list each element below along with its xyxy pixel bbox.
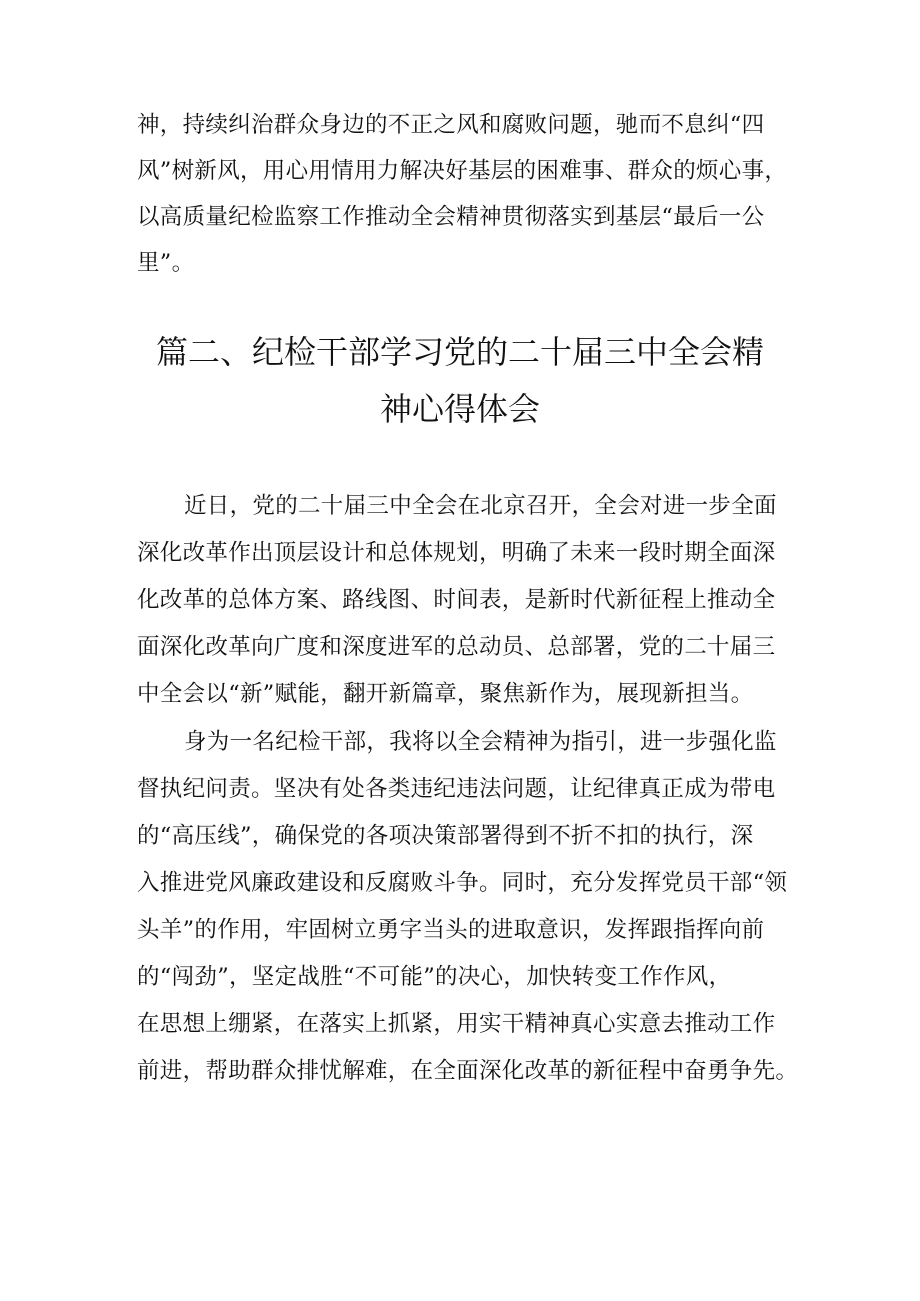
paragraph-2-line-6: 的“闯劲”，坚定战胜“不可能”的决心，加快转变工作作风，	[137, 964, 732, 990]
paragraph-2-line-2: 督执纪问责。坚决有处各类违纪违法问题，让纪律真正成为带电	[137, 776, 776, 802]
carryover-line-2: 风”树新风，用心用情用力解决好基层的困难事、群众的烦心事，	[137, 158, 788, 184]
paragraph-1-line-5: 中全会以“新”赋能，翻开新篇章，聚焦新作为，展现新担当。	[137, 681, 754, 707]
carryover-line-4: 里”。	[137, 250, 195, 276]
paragraph-2-line-1: 身为一名纪检干部，我将以全会精神为指引，进一步强化监	[184, 729, 777, 755]
paragraph-1-line-2: 深化改革作出顶层设计和总体规划，明确了未来一段时期全面深	[137, 540, 776, 566]
paragraph-2-line-8: 前进，帮助群众排忧解难，在全面深化改革的新征程中奋勇争先。	[137, 1058, 799, 1084]
paragraph-2-line-5: 头羊”的作用，牢固树立勇字当头的进取意识，发挥跟指挥向前	[137, 917, 765, 943]
paragraph-2-line-7: 在思想上绷紧，在落实上抓紧，用实干精神真心实意去推动工作	[137, 1011, 776, 1037]
paragraph-1-line-3: 化改革的总体方案、路线图、时间表，是新时代新征程上推动全	[137, 587, 776, 613]
carryover-line-3: 以高质量纪检监察工作推动全会精神贯彻落实到基层“最后一公	[137, 204, 765, 230]
carryover-line-1: 神，持续纠治群众身边的不正之风和腐败问题，驰而不息纠“四	[137, 112, 765, 138]
paragraph-1-line-4: 面深化改革向广度和深度进军的总动员、总部署，党的二十届三	[137, 634, 776, 660]
paragraph-1-line-1: 近日，党的二十届三中全会在北京召开，全会对进一步全面	[184, 493, 777, 519]
section-title-line-2: 神心得体会	[379, 390, 540, 428]
section-title-line-1: 篇二、纪检干部学习党的二十届三中全会精	[155, 333, 764, 371]
paragraph-2-line-3: 的“高压线”，确保党的各项决策部署得到不折不扣的执行，深	[137, 823, 754, 849]
paragraph-2-line-4: 入推进党风廉政建设和反腐败斗争。同时，充分发挥党员干部“领	[137, 870, 788, 896]
